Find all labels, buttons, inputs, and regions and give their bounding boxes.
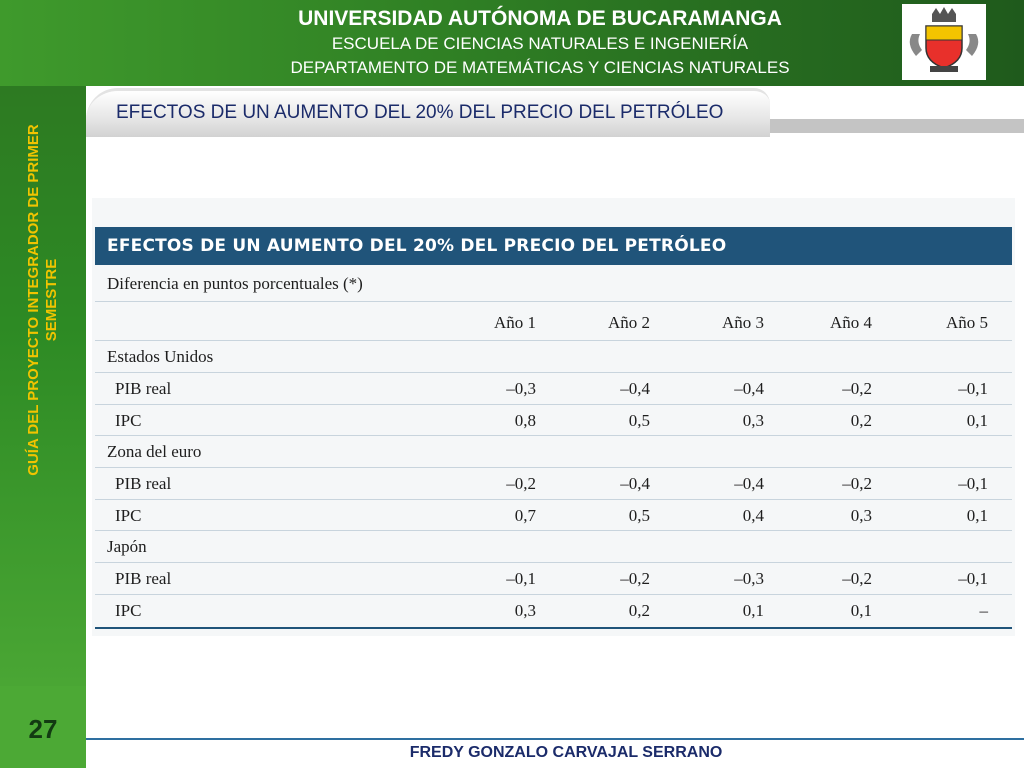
cell: –0,4 [734, 379, 764, 398]
row-label: IPC [115, 601, 142, 620]
column-header: Año 1 [493, 313, 536, 332]
column-header: Año 4 [829, 313, 872, 332]
university-crest-icon [902, 4, 986, 80]
row-divider [95, 435, 1012, 436]
sidebar-guide-title [25, 85, 61, 515]
cell: 0,5 [628, 506, 650, 525]
cell: 0,1 [742, 601, 764, 620]
row-label: IPC [115, 506, 142, 525]
row-divider [95, 467, 1012, 468]
table-row [95, 501, 1012, 529]
header-text [240, 6, 840, 80]
table-row [95, 564, 1012, 592]
slide-title: EFECTOS DE UN AUMENTO DEL 20% DEL PRECIO DEL PETRÓLEO [116, 102, 724, 123]
cell: –0,2 [620, 569, 650, 588]
row-divider [95, 404, 1012, 405]
table-heading: EFECTOS DE UN AUMENTO DEL 20% DEL PRECIO DEL PETRÓLEO [107, 236, 727, 256]
footer-rule [86, 738, 1024, 740]
row-label: IPC [115, 411, 142, 430]
university-name: UNIVERSIDAD AUTÓNOMA DE BUCARAMANGA [298, 7, 782, 30]
row-divider [95, 340, 1012, 341]
school-name: ESCUELA DE CIENCIAS NATURALES E INGENIERÍA [331, 34, 749, 53]
cell: –0,1 [506, 569, 536, 588]
cell: –0,4 [734, 474, 764, 493]
group-row-japon [95, 532, 1012, 560]
cell: –0,2 [842, 474, 872, 493]
table-subtitle: Diferencia en puntos porcentuales (*) [107, 274, 363, 293]
cell: 0,8 [514, 411, 536, 430]
row-label: PIB real [115, 379, 172, 398]
row-divider [95, 530, 1012, 531]
table-bottom-rule [95, 627, 1012, 629]
table-row [95, 374, 1012, 402]
column-header: Año 3 [721, 313, 764, 332]
row-divider [95, 301, 1012, 302]
cell: –0,1 [958, 379, 988, 398]
group-row-estados-unidos [95, 342, 1012, 370]
cell: 0,1 [850, 601, 872, 620]
column-header: Año 5 [945, 313, 988, 332]
author-name: FREDY GONZALO CARVAJAL SERRANO [409, 744, 723, 761]
cell: 0,7 [514, 506, 536, 525]
group-label: Japón [107, 537, 147, 556]
cell: 0,1 [966, 506, 988, 525]
row-divider [95, 372, 1012, 373]
cell: –0,3 [734, 569, 764, 588]
row-label: PIB real [115, 474, 172, 493]
cell: 0,3 [514, 601, 536, 620]
group-label: Zona del euro [107, 442, 202, 461]
group-row-zona-del-euro [95, 437, 1012, 465]
sidebar-guide-line2: SEMESTRE [43, 258, 60, 342]
title-rule [760, 119, 1024, 133]
cell: –0,1 [958, 474, 988, 493]
cell: –0,2 [842, 569, 872, 588]
column-header-row [95, 308, 1012, 336]
row-divider [95, 499, 1012, 500]
table-row [95, 596, 1012, 624]
row-divider [95, 594, 1012, 595]
cell: –0,4 [620, 474, 650, 493]
row-label: PIB real [115, 569, 172, 588]
cell: – [979, 601, 988, 620]
table-row [95, 406, 1012, 434]
cell: –0,1 [958, 569, 988, 588]
sidebar-guide-line1: GUÍA DEL PROYECTO INTEGRADOR DE PRIMER [25, 124, 42, 476]
group-label: Estados Unidos [107, 347, 214, 366]
cell: 0,3 [742, 411, 764, 430]
cell: 0,2 [850, 411, 872, 430]
cell: –0,3 [506, 379, 536, 398]
cell: 0,5 [628, 411, 650, 430]
cell: 0,1 [966, 411, 988, 430]
cell: 0,4 [742, 506, 764, 525]
table-row [95, 469, 1012, 497]
department-name: DEPARTAMENTO DE MATEMÁTICAS Y CIENCIAS NATURALES [290, 58, 790, 77]
cell: –0,2 [842, 379, 872, 398]
cell: 0,3 [850, 506, 872, 525]
cell: –0,4 [620, 379, 650, 398]
row-divider [95, 562, 1012, 563]
cell: 0,2 [628, 601, 650, 620]
cell: –0,2 [506, 474, 536, 493]
page-number: 27 [28, 714, 58, 744]
column-header: Año 2 [607, 313, 650, 332]
